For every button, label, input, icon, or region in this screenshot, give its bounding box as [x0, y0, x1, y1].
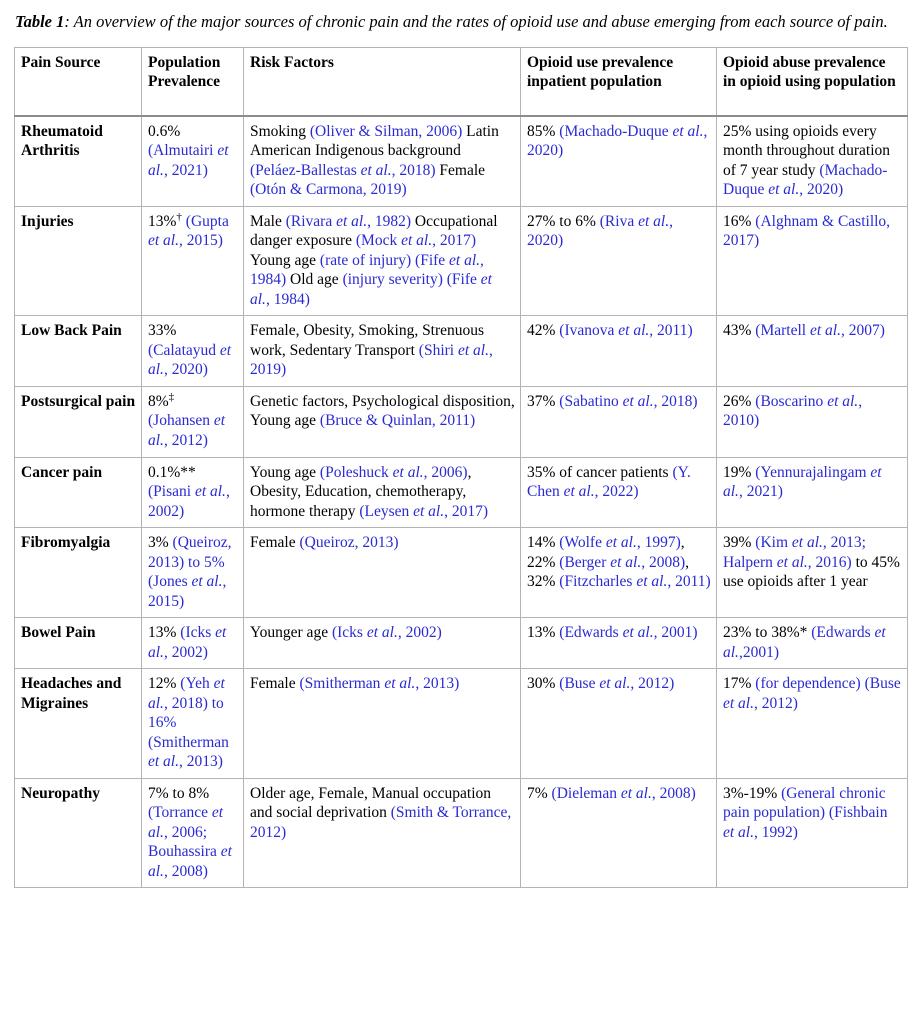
cell-risk-factors	[244, 778, 521, 888]
opioid-abuse-text: 39% (Kim et al., 2013; Halpern et al., 2016) to 45% use opioids after 1 year	[723, 534, 900, 591]
cell-opioid-use	[521, 618, 717, 669]
prevalence-citation: (Almutairi et al., 2021)	[148, 142, 229, 179]
table-row	[15, 457, 908, 528]
opioid-use-text: 30% (Buse et al., 2012)	[527, 675, 675, 693]
cell-opioid-abuse	[717, 457, 908, 528]
prevalence-citation: (Torrance et al., 2006; Bouhassira et al., 2008)	[148, 804, 232, 880]
table-caption	[0, 0, 921, 34]
column-header-population-prevalence: Population Prevalence	[142, 47, 244, 116]
cell-pain-source: Rheumatoid Arthritis	[15, 116, 142, 207]
prevalence-value: 8%‡	[148, 390, 175, 410]
cell-population-prevalence	[142, 778, 244, 888]
risk-factors-text: Younger age (Icks et al., 2002)	[250, 624, 442, 642]
chronic-pain-opioid-table	[14, 47, 908, 889]
column-header-opioid-use-prevalence: Opioid use prevalence inpatient population	[521, 47, 717, 116]
cell-risk-factors	[244, 116, 521, 207]
opioid-abuse-text: 16% (Alghnam & Castillo, 2017)	[723, 212, 891, 250]
opioid-use-text: 7% (Dieleman et al., 2008)	[527, 784, 696, 802]
prevalence-citation: (Icks et al., 2002)	[148, 624, 227, 661]
opioid-use-text: 37% (Sabatino et al., 2018)	[527, 392, 698, 410]
cell-population-prevalence	[142, 457, 244, 528]
cell-pain-source: Bowel Pain	[15, 618, 142, 669]
risk-factors-text: Female (Smitherman et al., 2013)	[250, 675, 460, 693]
prevalence-citation: (Pisani et al., 2002)	[148, 483, 230, 520]
cell-pain-source: Fibromyalgia	[15, 528, 142, 618]
opioid-use-text: 14% (Wolfe et al., 1997), 22% (Berger et al., 2008), 32% (Fitzcharles et al., 2011)	[527, 534, 711, 591]
table-caption-text: : An overview of the major sources of chronic pain and the rates of opioid use and abuse emerging from each source of pain.	[64, 12, 888, 31]
table-row	[15, 316, 908, 387]
table-row	[15, 618, 908, 669]
cell-opioid-abuse	[717, 316, 908, 387]
prevalence-citation: (Yeh et al., 2018) to 16% (Smitherman et al., 2013)	[148, 675, 229, 771]
risk-factors-text: Genetic factors, Psychological disposition, Young age (Bruce & Quinlan, 2011)	[250, 392, 515, 430]
risk-factors-text: Smoking (Oliver & Silman, 2006) Latin American Indigenous background (Peláez-Ballestas et al., 2018) Female (Otón & Carmona, 2019)	[250, 122, 499, 199]
cell-population-prevalence	[142, 116, 244, 207]
cell-risk-factors	[244, 316, 521, 387]
cell-opioid-abuse	[717, 206, 908, 316]
cell-opioid-abuse	[717, 778, 908, 888]
table-row	[15, 386, 908, 457]
table-row	[15, 206, 908, 316]
cell-opioid-abuse	[717, 528, 908, 618]
prevalence-value: 0.1%**	[148, 463, 196, 481]
cell-pain-source: Neuropathy	[15, 778, 142, 888]
cell-opioid-use	[521, 316, 717, 387]
prevalence-value: 13%†	[148, 210, 182, 230]
cell-risk-factors	[244, 386, 521, 457]
table-row	[15, 528, 908, 618]
cell-population-prevalence	[142, 386, 244, 457]
opioid-abuse-text: 19% (Yennurajalingam et al., 2021)	[723, 463, 882, 501]
prevalence-value: 33%	[148, 322, 177, 340]
cell-population-prevalence	[142, 316, 244, 387]
prevalence-value: 7% to 8%	[148, 784, 210, 802]
prevalence-citation: (Johansen et al., 2012)	[148, 412, 226, 449]
cell-pain-source: Injuries	[15, 206, 142, 316]
opioid-abuse-text: 25% using opioids every month throughout duration of 7 year study (Machado-Duque et al., 2020)	[723, 122, 891, 199]
cell-pain-source: Cancer pain	[15, 457, 142, 528]
table-row	[15, 778, 908, 888]
prevalence-value: 0.6%	[148, 122, 181, 140]
cell-population-prevalence	[142, 528, 244, 618]
opioid-use-text: 35% of cancer patients (Y. Chen et al., 2022)	[527, 463, 691, 501]
risk-factors-text: Female, Obesity, Smoking, Strenuous work, Sedentary Transport (Shiri et al., 2019)	[250, 322, 493, 379]
column-header-risk-factors: Risk Factors	[244, 47, 521, 116]
opioid-abuse-text: 26% (Boscarino et al., 2010)	[723, 392, 863, 430]
opioid-abuse-text: 43% (Martell et al., 2007)	[723, 322, 885, 340]
cell-opioid-use	[521, 528, 717, 618]
cell-pain-source: Headaches and Migraines	[15, 669, 142, 779]
cell-opioid-use	[521, 116, 717, 207]
cell-opioid-use	[521, 669, 717, 779]
cell-opioid-abuse	[717, 386, 908, 457]
cell-opioid-use	[521, 206, 717, 316]
cell-opioid-use	[521, 457, 717, 528]
prevalence-value: 13%	[148, 624, 181, 642]
risk-factors-text: Young age (Poleshuck et al., 2006), Obesity, Education, chemotherapy, hormone therapy (Leysen et al., 2017)	[250, 463, 489, 520]
cell-risk-factors	[244, 618, 521, 669]
table-header-row	[15, 47, 908, 116]
opioid-use-text: 13% (Edwards et al., 2001)	[527, 624, 698, 642]
opioid-abuse-text: 23% to 38%* (Edwards et al.,2001)	[723, 624, 886, 661]
prevalence-citation: (Queiroz, 2013) to 5% (Jones et al., 2015)	[148, 534, 232, 610]
cell-opioid-use	[521, 386, 717, 457]
opioid-use-text: 42% (Ivanova et al., 2011)	[527, 322, 693, 340]
cell-risk-factors	[244, 669, 521, 779]
table-row	[15, 669, 908, 779]
opioid-use-text: 85% (Machado-Duque et al., 2020)	[527, 122, 708, 160]
prevalence-value: 12%	[148, 675, 181, 693]
prevalence-citation: (Calatayud et al., 2020)	[148, 341, 232, 379]
cell-population-prevalence	[142, 206, 244, 316]
risk-factors-text: Male (Rivara et al., 1982) Occupational danger exposure (Mock et al., 2017) Young age (rate of injury) (Fife et al., 1984) Old age (injury severity) (Fife et al., 1984)	[250, 212, 498, 308]
opioid-abuse-text: 3%-19% (General chronic pain population) (Fishbain et al., 1992)	[723, 784, 888, 841]
prevalence-value: 3%	[148, 534, 173, 552]
cell-risk-factors	[244, 457, 521, 528]
prevalence-citation: (Gupta et al., 2015)	[148, 212, 229, 250]
column-header-opioid-abuse-prevalence: Opioid abuse prevalence in opioid using population	[717, 47, 908, 116]
cell-pain-source: Low Back Pain	[15, 316, 142, 387]
cell-risk-factors	[244, 206, 521, 316]
cell-pain-source: Postsurgical pain	[15, 386, 142, 457]
cell-population-prevalence	[142, 618, 244, 669]
table-body	[15, 116, 908, 888]
cell-risk-factors	[244, 528, 521, 618]
opioid-abuse-text: 17% (for dependence) (Buse et al., 2012)	[723, 675, 901, 712]
column-header-pain-source: Pain Source	[15, 47, 142, 116]
table-row	[15, 116, 908, 207]
cell-opioid-use	[521, 778, 717, 888]
table-caption-label: Table 1	[15, 12, 65, 31]
opioid-use-text: 27% to 6% (Riva et al., 2020)	[527, 212, 673, 250]
cell-opioid-abuse	[717, 116, 908, 207]
cell-population-prevalence	[142, 669, 244, 779]
risk-factors-text: Older age, Female, Manual occupation and social deprivation (Smith & Torrance, 2012)	[250, 784, 512, 841]
risk-factors-text: Female (Queiroz, 2013)	[250, 534, 399, 552]
cell-opioid-abuse	[717, 669, 908, 779]
cell-opioid-abuse	[717, 618, 908, 669]
